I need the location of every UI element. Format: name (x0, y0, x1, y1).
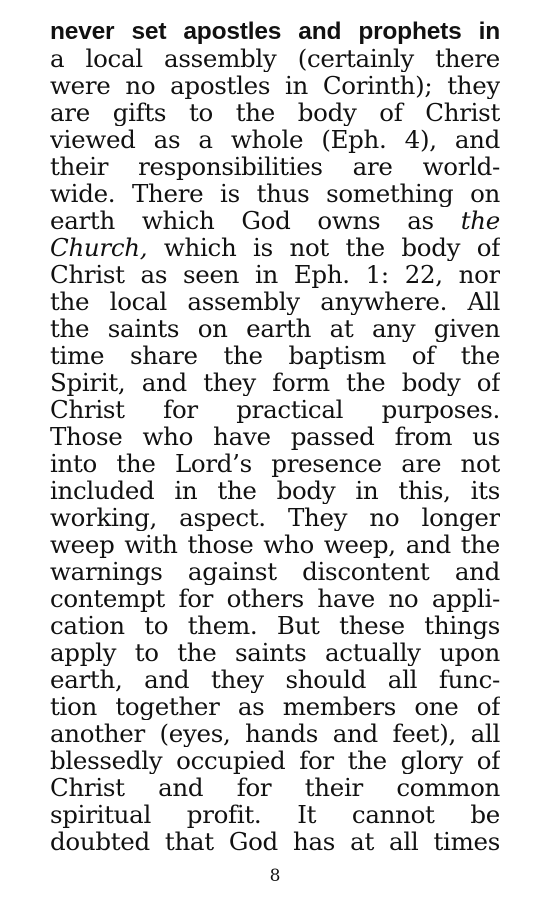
text-line: wide. There is thus something on (50, 180, 500, 207)
body-text (50, 18, 500, 855)
text-line: into the Lord’s presence are not (50, 450, 500, 477)
text-line: blessedly occupied for the glory of (50, 747, 500, 774)
text-line (50, 234, 500, 261)
text-line: included in the body in this, its (50, 477, 500, 504)
text-line: contempt for others have no appli- (50, 585, 500, 612)
text-line: time share the baptism of the (50, 342, 500, 369)
text-line: never set apostles and prophets in (50, 18, 500, 45)
text-line: another (eyes, hands and feet), all (50, 720, 500, 747)
text-segment: which is not the body of (147, 234, 500, 261)
text-line: warnings against discontent and (50, 558, 500, 585)
text-line: Christ as seen in Eph. 1: 22, nor (50, 261, 500, 288)
text-segment: earth which God owns as (50, 207, 461, 234)
text-line: were no apostles in Corinth); they (50, 72, 500, 99)
text-line: weep with those who weep, and the (50, 531, 500, 558)
text-line: the local assembly anywhere. All (50, 288, 500, 315)
text-line (50, 207, 500, 234)
text-line: Spirit, and they form the body of (50, 369, 500, 396)
italic-text: the (460, 207, 500, 234)
text-line: cation to them. But these things (50, 612, 500, 639)
text-line: the saints on earth at any given (50, 315, 500, 342)
text-line: their responsibilities are world- (50, 153, 500, 180)
text-line: doubted that God has at all times (50, 828, 500, 855)
text-line: spiritual profit. It cannot be (50, 801, 500, 828)
text-line: Those who have passed from us (50, 423, 500, 450)
text-line: Christ and for their common (50, 774, 500, 801)
text-line: tion together as members one of (50, 693, 500, 720)
text-line: are gifts to the body of Christ (50, 99, 500, 126)
text-line: working, aspect. They no longer (50, 504, 500, 531)
italic-text: Church, (50, 234, 148, 261)
text-line: viewed as a whole (Eph. 4), and (50, 126, 500, 153)
text-line: a local assembly (certainly there (50, 45, 500, 72)
page-number: 8 (269, 866, 281, 886)
text-line: Christ for practical purposes. (50, 396, 500, 423)
text-line: earth, and they should all func- (50, 666, 500, 693)
text-line: apply to the saints actually upon (50, 639, 500, 666)
